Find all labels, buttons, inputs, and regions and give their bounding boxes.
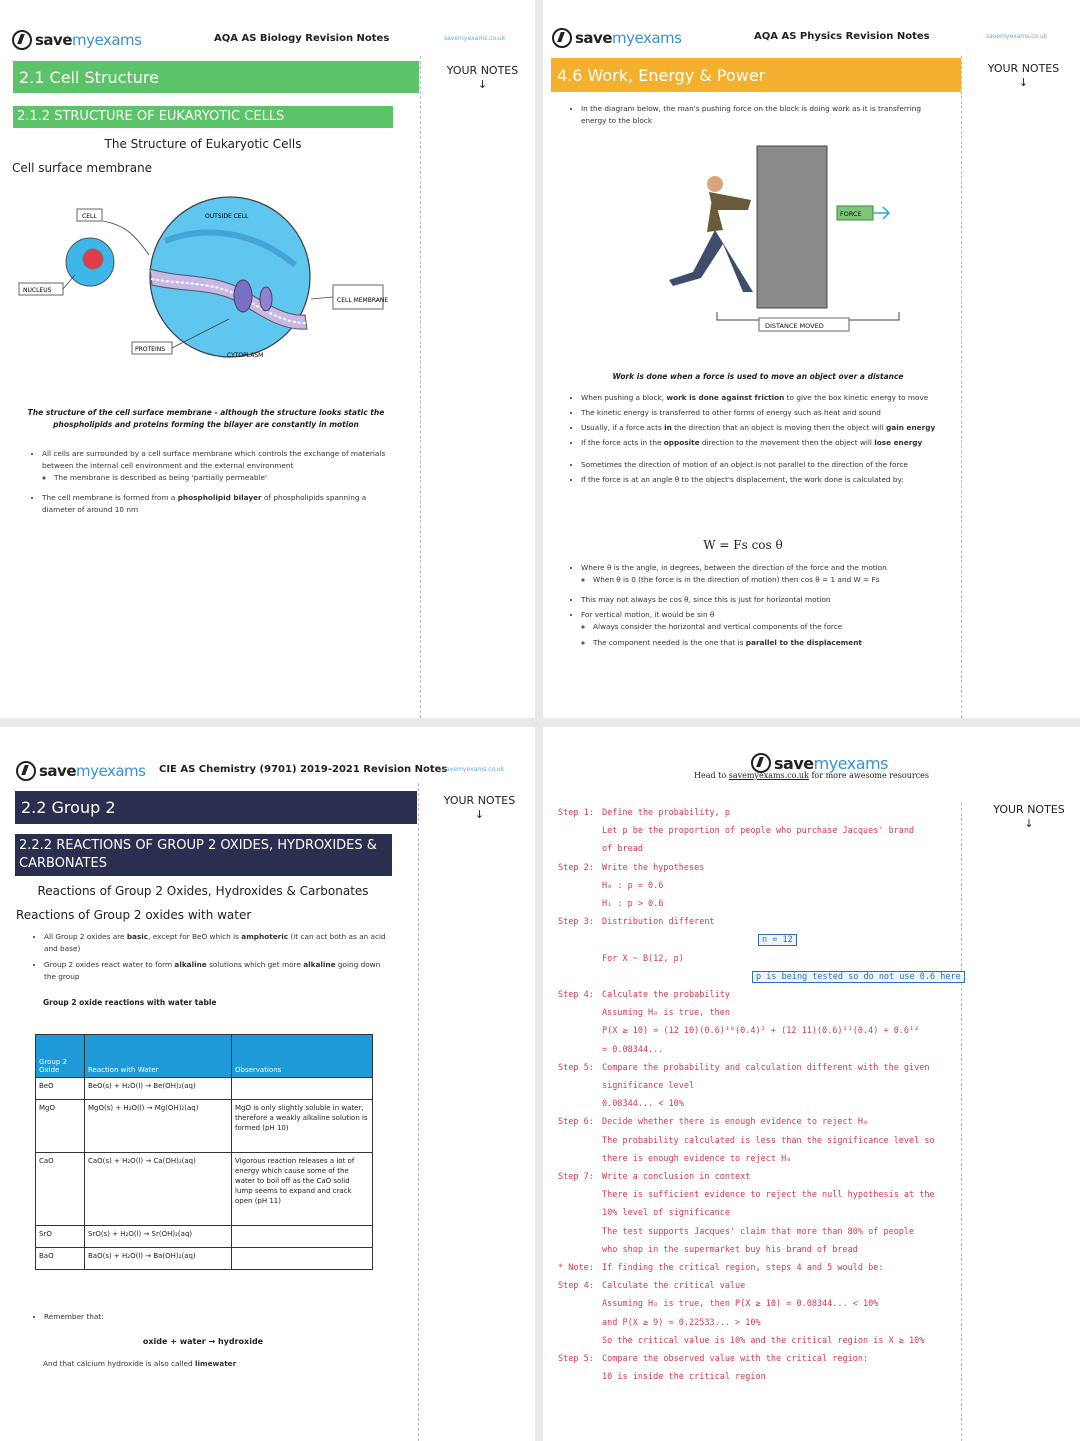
step-label: Step 2: bbox=[558, 862, 594, 873]
bolt-icon bbox=[552, 28, 572, 48]
solution-line bbox=[558, 1371, 766, 1384]
step-text: H₁ : p > 0.6 bbox=[602, 899, 664, 909]
solution-line bbox=[558, 1226, 914, 1239]
step-text: For X ~ B(12, p) bbox=[602, 953, 684, 964]
topic-band: 2.2 Group 2 bbox=[15, 791, 417, 824]
doc-title: AQA AS Biology Revision Notes bbox=[214, 33, 390, 44]
solution-line bbox=[558, 843, 643, 856]
header-reaction: Reaction with Water bbox=[85, 1035, 232, 1078]
solution-line bbox=[708, 971, 965, 984]
label-cytoplasm: CYTOPLASM bbox=[227, 352, 264, 359]
solution-line bbox=[558, 1062, 930, 1075]
solution-line bbox=[558, 898, 663, 911]
step-label: * Note: bbox=[558, 1263, 594, 1273]
step-label: Step 5: bbox=[558, 1062, 594, 1073]
table-row: MgO MgO(s) + H₂O(l) → Mg(OH)₂(aq) MgO is only slightly soluble in water, therefore a weakly alkaline solution is formed (pH 10) bbox=[36, 1100, 373, 1153]
step-text: Compare the observed value with the critical region: bbox=[602, 1354, 869, 1364]
step-text: P(X ≥ 10) = (12 10)(0.6)¹⁰(0.4)² + (12 11)(0.6)¹¹(0.4) + 0.6¹² bbox=[602, 1026, 920, 1037]
step-text: Write a conclusion in context bbox=[602, 1172, 751, 1182]
chemistry-page bbox=[0, 727, 535, 1441]
solution-line bbox=[558, 1189, 935, 1202]
solution-line bbox=[558, 916, 715, 929]
solution-line bbox=[558, 1007, 730, 1020]
limewater-note: And that calcium hydroxide is also called limewater bbox=[43, 1359, 237, 1368]
solution-line bbox=[558, 953, 684, 966]
solution-line bbox=[558, 1116, 868, 1129]
work-diagram bbox=[653, 140, 903, 335]
step-text: If finding the critical region, steps 4 and 5 would be: bbox=[602, 1263, 884, 1273]
solution-line bbox=[558, 807, 730, 820]
topic-band: 2.1 Cell Structure bbox=[13, 61, 419, 93]
solution-line bbox=[558, 1044, 663, 1057]
table-row: SrO SrO(s) + H₂O(l) → Sr(OH)₂(aq) bbox=[36, 1226, 373, 1248]
formula: W = Fs cos θ bbox=[703, 538, 783, 552]
bullet-list: • All cells are surrounded by a cell surface membrane which controls the exchange of materials between the internal cell environment and the external environment ◦ The membrane is described as being 'partially permeable' • The cell membrane is formed from a phospholipid bilayer of phospholipids spanning a diameter of around 10 nm bbox=[30, 448, 400, 519]
solution-line bbox=[558, 880, 663, 893]
section-title: Reactions of Group 2 oxides with water bbox=[16, 908, 252, 922]
solution-line bbox=[558, 1171, 750, 1184]
solution-line bbox=[558, 1262, 883, 1275]
table-title: Group 2 oxide reactions with water table bbox=[43, 998, 217, 1007]
solution-line bbox=[558, 1098, 684, 1111]
step-text: The test supports Jacques' claim that more than 80% of people bbox=[602, 1226, 915, 1237]
label-outside-cell: OUTSIDE CELL bbox=[205, 213, 249, 220]
label-cell-membrane: CELL MEMBRANE bbox=[337, 297, 389, 304]
solution-line bbox=[558, 989, 730, 1002]
step-text: Write the hypotheses bbox=[602, 862, 705, 873]
oxide-table bbox=[35, 1034, 373, 1270]
step-text: H₀ : p = 0.6 bbox=[602, 880, 664, 891]
step-text: Assuming H₀ is true, then bbox=[602, 1008, 730, 1019]
step-text: Compare the probability and calculation different with the given bbox=[602, 1062, 930, 1073]
solution-line bbox=[558, 1353, 868, 1366]
caption: Work is done when a force is used to move an object over a distance bbox=[612, 372, 904, 381]
step-text: 10% level of significance bbox=[602, 1208, 730, 1219]
solution-line bbox=[558, 862, 704, 875]
topic-band: 4.6 Work, Energy & Power bbox=[551, 58, 961, 92]
table-row: BaO BaO(s) + H₂O(l) → Ba(OH)₂(aq) bbox=[36, 1248, 373, 1270]
solution-line bbox=[558, 825, 914, 838]
step-label: Step 3: bbox=[558, 917, 594, 928]
step-text: Calculate the critical value bbox=[602, 1281, 746, 1292]
savemyexams-logo: save my exams bbox=[552, 28, 681, 48]
step-text: n = 12 bbox=[758, 934, 797, 946]
step-text: There is sufficient evidence to reject the null hypothesis at the bbox=[602, 1190, 935, 1201]
step-text: Distribution different bbox=[602, 917, 715, 928]
bullet-list: • When pushing a block, work is done against friction to give the box kinetic energy to move • The kinetic energy is transferred to other forms of energy such as heat and sound • Usually, if a force acts in the direction that an object is moving then the object will gain energy • If the force acts in the opposite direction to the movement then the object will lose energy • Sometimes the direction of motion of an object is not parallel to the direction of the force • If the force is at an angle θ to the object's displacement, the work done is calculated by: bbox=[569, 392, 939, 489]
step-label: Step 6: bbox=[558, 1117, 594, 1128]
solution-line bbox=[558, 1244, 858, 1257]
step-text: = 0.08344... bbox=[602, 1044, 664, 1055]
heading: The Structure of Eukaryotic Cells bbox=[104, 137, 302, 151]
bullet-list: • All Group 2 oxides are basic, except for BeO which is amphoteric (it can act both as an acid and base) • Group 2 oxides react water to form alkaline solutions which get more alkaline going down the group bbox=[32, 931, 394, 986]
your-notes: YOUR NOTES ↓ bbox=[446, 64, 519, 91]
solution-line bbox=[558, 1207, 730, 1220]
force-label: FORCE bbox=[840, 210, 862, 218]
step-text: who shop in the supermarket buy his brand of bread bbox=[602, 1244, 858, 1255]
diagram-caption: The structure of the cell surface membrane - although the structure looks static the phospholipids and proteins forming the bilayer are constantly in motion bbox=[27, 408, 385, 429]
equation: oxide + water → hydroxide bbox=[142, 1337, 264, 1346]
site-url: savemyexams.co.uk bbox=[444, 35, 506, 42]
step-text: of bread bbox=[602, 844, 643, 855]
step-text: 0.08344... < 10% bbox=[602, 1099, 684, 1110]
label-proteins: PROTEINS bbox=[135, 346, 166, 353]
step-text: and P(X ≥ 9) = 0.22533... > 10% bbox=[602, 1317, 761, 1328]
solution-line bbox=[558, 1317, 761, 1330]
remember: • Remember that: bbox=[32, 1311, 394, 1326]
label-nucleus: NUCLEUS bbox=[23, 287, 52, 294]
savemyexams-logo: save my exams bbox=[12, 30, 141, 50]
step-text: Define the probability, p bbox=[602, 808, 730, 818]
step-text: p is being tested so do not use 0.6 here bbox=[752, 971, 965, 983]
step-text: The probability calculated is less than the significance level so bbox=[602, 1135, 935, 1146]
step-text: 10 is inside the critical region bbox=[602, 1372, 766, 1383]
table-row: CaO CaO(s) + H₂O(l) → Ca(OH)₂(aq) Vigorous reaction releases a lot of energy which cause some of the water to boil off as the CaO solid lump seems to expand and crack open (pH 11) bbox=[36, 1153, 373, 1226]
solution-line bbox=[558, 1335, 924, 1348]
step-text: Let p be the proportion of people who purchase Jacques' brand bbox=[602, 826, 915, 837]
step-label: Step 4: bbox=[558, 990, 594, 1000]
maths-page bbox=[543, 727, 1080, 1441]
physics-page bbox=[543, 0, 1080, 718]
doc-title: CIE AS Chemistry (9701) 2019-2021 Revision Notes bbox=[159, 764, 448, 775]
cell-membrane-diagram bbox=[15, 195, 395, 390]
your-notes: YOUR NOTES ↓ bbox=[987, 62, 1060, 89]
solution-line bbox=[558, 1153, 791, 1166]
doc-title: AQA AS Physics Revision Notes bbox=[754, 31, 930, 42]
heading: Reactions of Group 2 Oxides, Hydroxides & Carbonates bbox=[37, 884, 369, 898]
site-link[interactable]: savemyexams.co.uk bbox=[728, 771, 809, 780]
solution-line bbox=[558, 1025, 919, 1038]
solution-line bbox=[714, 934, 797, 947]
solution-line bbox=[558, 1080, 694, 1093]
table-row: BeO BeO(s) + H₂O(l) → Be(OH)₂(aq) bbox=[36, 1078, 373, 1100]
header-observations: Observations bbox=[232, 1035, 373, 1078]
subtopic-band: 2.1.2 STRUCTURE OF EUKARYOTIC CELLS bbox=[13, 106, 393, 128]
header-oxide: Group 2 Oxide bbox=[36, 1035, 85, 1078]
solution-line bbox=[558, 1135, 935, 1148]
your-notes: YOUR NOTES ↓ bbox=[443, 794, 516, 821]
step-text: Assuming H₀ is true, then P(X ≥ 10) = 0.08344... < 10% bbox=[602, 1299, 879, 1310]
distance-label: DISTANCE MOVED bbox=[765, 322, 824, 330]
bolt-icon bbox=[751, 753, 771, 773]
bolt-icon bbox=[16, 761, 36, 781]
savemyexams-logo: save my exams bbox=[16, 761, 145, 781]
site-url: savemyexams.co.uk bbox=[986, 33, 1048, 40]
step-label: Step 1: bbox=[558, 808, 594, 818]
bolt-icon bbox=[12, 30, 32, 50]
bullet-list-2: • Where θ is the angle, in degrees, between the direction of the force and the motion ◦ When θ is 0 (the force is in the direction of motion) then cos θ = 1 and W = Fs • This may not always be cos θ, since this is just for horizontal motion • For vertical motion, it would be sin θ ◦ Always consider the horizontal and vertical components of the force ◦ The component needed is the one that is parallel to the displacement bbox=[569, 562, 939, 652]
step-text: there is enough evidence to reject H₀ bbox=[602, 1153, 792, 1164]
solution-line bbox=[558, 1298, 878, 1311]
site-url: savemyexams.co.uk bbox=[443, 766, 505, 773]
intro: • In the diagram below, the man's pushing force on the block is doing work as it is transferring energy to the block bbox=[569, 103, 939, 130]
head-to-line: Head to savemyexams.co.uk for more awesome resources bbox=[694, 771, 930, 780]
label-cell: CELL bbox=[82, 213, 97, 220]
step-label: Step 5: bbox=[558, 1354, 594, 1364]
step-text: Calculate the probability bbox=[602, 990, 730, 1000]
step-text: significance level bbox=[602, 1081, 695, 1091]
section-title: Cell surface membrane bbox=[12, 161, 153, 175]
biology-page bbox=[0, 0, 535, 718]
subtopic-band: 2.2.2 REACTIONS OF GROUP 2 OXIDES, HYDROXIDES & CARBONATES bbox=[15, 834, 392, 876]
savemyexams-logo: save my exams bbox=[751, 753, 888, 773]
solution-line bbox=[558, 1280, 745, 1293]
step-text: Decide whether there is enough evidence to reject H₀ bbox=[602, 1117, 869, 1128]
your-notes: YOUR NOTES ↓ bbox=[993, 803, 1065, 830]
step-label: Step 7: bbox=[558, 1172, 594, 1182]
step-label: Step 4: bbox=[558, 1281, 594, 1292]
table-header-row bbox=[36, 1035, 373, 1078]
step-text: So the critical value is 10% and the critical region is X ≥ 10% bbox=[602, 1335, 925, 1346]
